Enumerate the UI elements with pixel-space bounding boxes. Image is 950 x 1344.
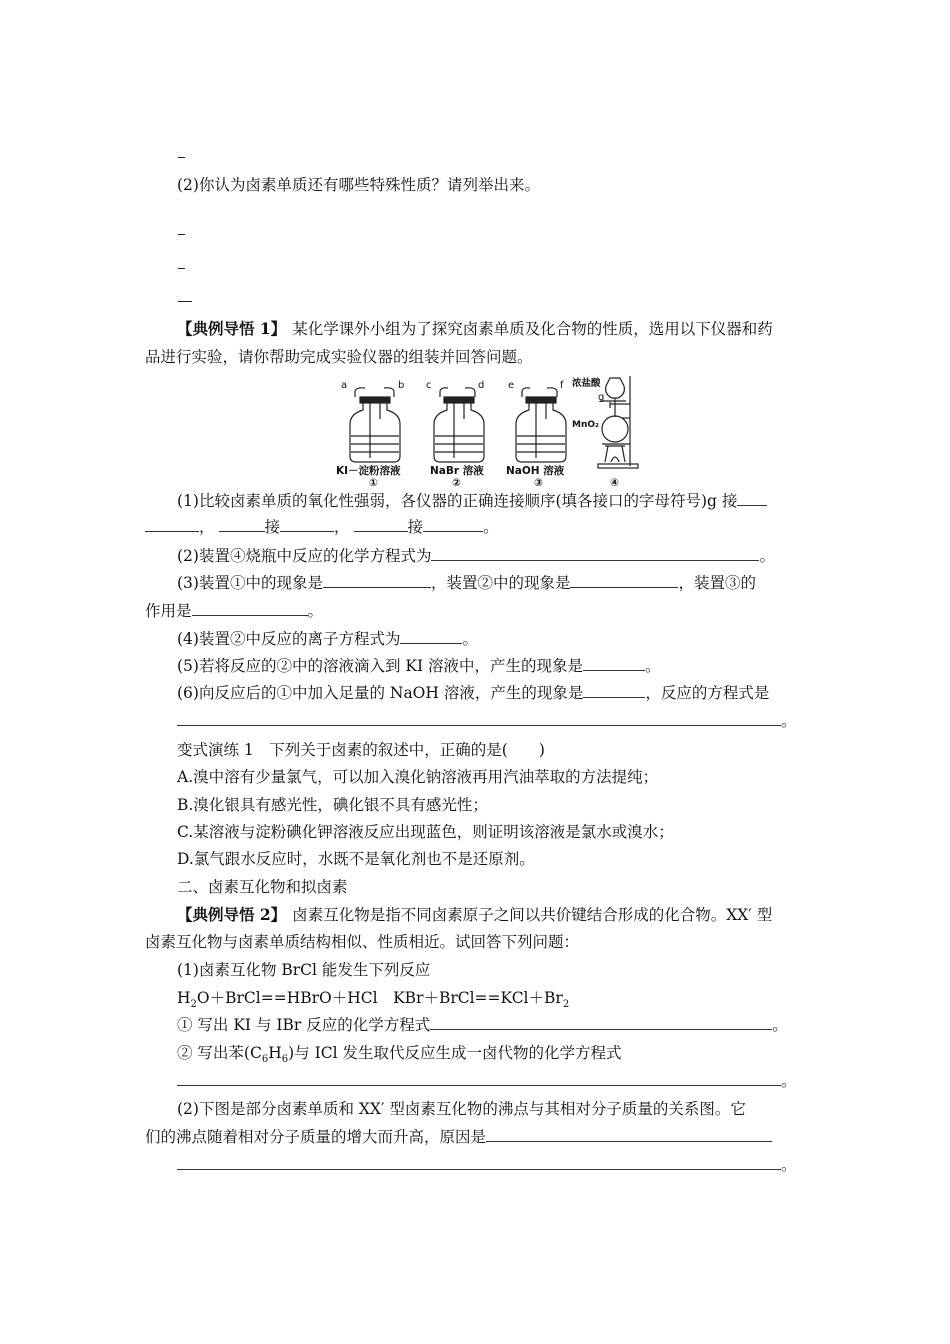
answer-blank	[400, 629, 462, 644]
q3-line-1: (3)装置①中的现象是 ，装置②中的现象是 ，装置③的	[177, 574, 756, 592]
answer-blank	[354, 517, 408, 532]
bottle-2-label: NaBr 溶液	[430, 465, 484, 477]
answer-blank	[177, 711, 781, 726]
option-a: A.溴中溶有少量氯气，可以加入溴化钠溶液再用汽油萃取的方法提纯；	[177, 768, 659, 786]
mno2-label: MnO₂	[572, 420, 599, 430]
bottle-2-number: ②	[452, 477, 461, 486]
port-c: c	[426, 380, 432, 391]
acid-label: 浓盐酸	[572, 378, 601, 389]
chlorine-generator	[598, 376, 638, 468]
example-2-intro-line-1: 【典例导悟 2】 卤素互化物是指不同卤素原子之间以共价键结合形成的化合物。XX′ 型	[177, 905, 773, 924]
port-f: f	[560, 380, 564, 391]
ex2-sub-question-2: ② 写出苯$(C_6H_6)$与 ICl 发生取代反应生成一卤代物的化学方程式	[177, 1044, 622, 1066]
answer-blank	[145, 517, 199, 532]
bottle-3-label: NaOH 溶液	[506, 465, 565, 477]
port-a: a	[341, 380, 348, 391]
ex2-equations: $H_2O+BrCl==HBrO+HCl$ $KBr+BrCl==KCl+Br_2$	[177, 989, 570, 1011]
answer-blank	[177, 1071, 781, 1086]
wash-bottle-3	[516, 388, 566, 462]
port-d: d	[478, 380, 485, 391]
option-d: D.氯气跟水反应时，水既不是氧化剂也不是还原剂。	[177, 850, 535, 868]
answer-line	[178, 301, 192, 302]
ex2-sub-question-2-answer: 。	[177, 1071, 797, 1091]
example-2-tag: 【典例导悟 2】	[177, 905, 287, 924]
section-2-heading: 二、卤素互化物和拟卤素	[177, 878, 348, 896]
option-c: C.某溶液与淀粉碘化钾溶液反应出现蓝色，则证明该溶液是氯水或溴水；	[177, 823, 674, 841]
apparatus-figure	[330, 374, 650, 486]
answer-line	[178, 234, 185, 235]
example-1-intro-line-2: 品进行实验，请你帮助完成实验仪器的组装并回答问题。	[145, 348, 533, 366]
example-2-intro-line-2: 卤素互化物与卤素单质结构相似、性质相近。试回答下列问题：	[145, 933, 580, 951]
q6-line-2: 。	[177, 711, 797, 731]
ex2-q2-line-3: 。	[177, 1155, 797, 1175]
apparatus-4-number: ④	[610, 477, 619, 486]
answer-blank	[323, 573, 431, 588]
q3-line-2: 作用是 。	[145, 602, 324, 620]
q1-line-2: ， 接 ， 接 。	[145, 517, 499, 537]
answer-blank	[430, 1015, 772, 1030]
q2-line: (2)装置④烧瓶中反应的化学方程式为 。	[177, 547, 775, 565]
answer-line	[178, 157, 185, 158]
q6-line-1: (6)向反应后的①中加入足量的 NaOH 溶液，产生的现象是 ，反应的方程式是	[177, 684, 770, 702]
answer-blank	[737, 491, 767, 506]
answer-blank	[583, 683, 645, 698]
q1-line-1: (1)比较卤素单质的氧化性强弱，各仪器的正确连接顺序(填各接口的字母符号)g 接	[177, 491, 767, 511]
bottle-3-number: ③	[534, 477, 543, 486]
answer-blank	[570, 573, 678, 588]
answer-blank	[486, 1127, 772, 1142]
bottle-1-label: KI－淀粉溶液	[336, 465, 401, 477]
wash-bottle-1	[350, 388, 400, 462]
wash-bottle-2	[434, 388, 484, 462]
answer-blank	[192, 601, 308, 616]
example-1-intro-line-1: 【典例导悟 1】 某化学课外小组为了探究卤素单质及化合物的性质，选用以下仪器和药	[177, 319, 773, 338]
ex2-sub-question-1: ① 写出 KI 与 IBr 反应的化学方程式 。	[177, 1016, 788, 1034]
answer-blank	[280, 517, 334, 532]
answer-blank	[423, 517, 483, 532]
option-b: B.溴化银具有感光性，碘化银不具有感光性；	[177, 796, 488, 814]
q4-line: (4)装置②中反应的离子方程式为 。	[177, 630, 478, 648]
ex2-q2-line-2: 们的沸点随着相对分子质量的增大而升高，原因是	[145, 1127, 772, 1147]
answer-blank	[431, 546, 759, 561]
question-2-special-properties: (2)你认为卤素单质还有哪些特殊性质？请列举出来。	[177, 176, 540, 194]
ex2-q2-line-1: (2)下图是部分卤素单质和 XX′ 型卤素互化物的沸点与其相对分子质量的关系图。它	[177, 1100, 746, 1118]
port-b: b	[398, 380, 405, 391]
answer-blank	[583, 656, 645, 671]
q5-line: (5)若将反应的②中的溶液滴入到 KI 溶液中，产生的现象是 。	[177, 657, 661, 675]
port-e: e	[508, 380, 515, 391]
example-1-tag: 【典例导悟 1】	[177, 319, 287, 338]
answer-blank	[219, 517, 265, 532]
ex2-q1: (1)卤素互化物 BrCl 能发生下列反应	[177, 961, 431, 979]
answer-line	[178, 268, 185, 269]
variation-1-title: 变式演练 1 下列关于卤素的叙述中，正确的是( )	[177, 741, 545, 759]
answer-blank	[177, 1155, 781, 1170]
port-g: g	[598, 392, 605, 403]
bottle-1-number: ①	[369, 477, 378, 486]
